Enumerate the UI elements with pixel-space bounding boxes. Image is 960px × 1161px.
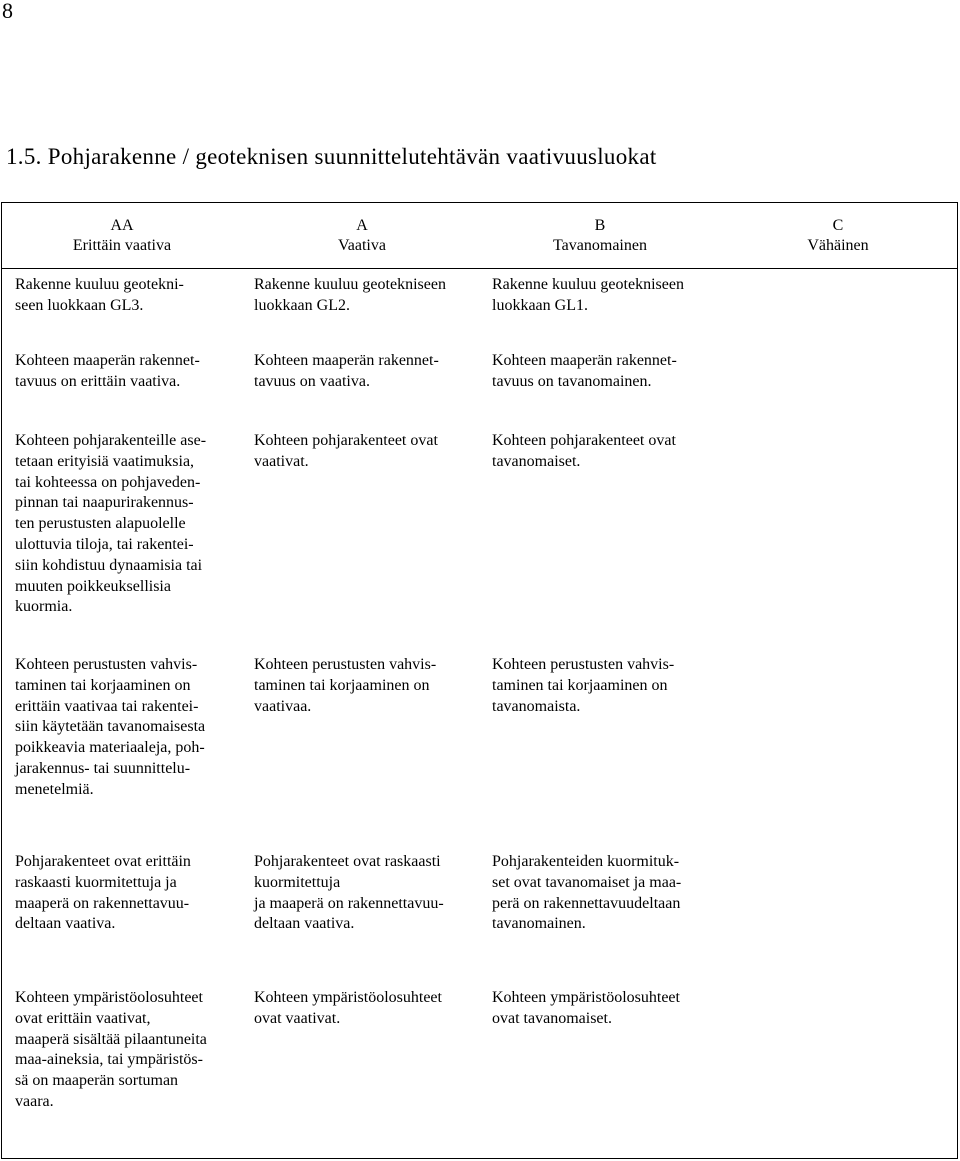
table-cell-a: Kohteen perustusten vahvis- taminen tai korjaaminen on vaativaa. — [254, 656, 437, 715]
column-code: A — [356, 217, 368, 234]
column-code: C — [832, 217, 844, 234]
column-label: Tavanomainen — [553, 237, 647, 254]
table-cell-b: Kohteen perustusten vahvis- taminen tai korjaaminen on tavanomaista. — [492, 656, 675, 715]
classification-table — [1, 202, 958, 1159]
table-cell-a: Rakenne kuuluu geotekniseen luokkaan GL2. — [254, 276, 446, 314]
column-code: B — [594, 217, 606, 234]
column-header-c — [718, 216, 958, 256]
table-cell-a: Kohteen ympäristöolosuhteet ovat vaativat. — [254, 989, 442, 1027]
table-cell-aa: Kohteen maaperän rakennet- tavuus on erittäin vaativa. — [15, 352, 200, 390]
table-cell-a: Pohjarakenteet ovat raskaasti kuormitettuja ja maaperä on rakennettavuu- deltaan vaativa. — [254, 853, 444, 933]
section-title: 1.5. Pohjarakenne / geoteknisen suunnittelutehtävän vaativuusluokat — [6, 144, 657, 169]
column-header-b — [480, 216, 720, 256]
table-cell-aa: Rakenne kuuluu geotekni- seen luokkaan GL3. — [15, 276, 184, 314]
table-cell-aa: Kohteen perustusten vahvis- taminen tai korjaaminen on erittäin vaativaa tai rakentei- siin käytetään tavanomaisesta poikkeavia materiaaleja, poh- jarakennus- tai suunnittelu- menetelmiä. — [15, 656, 206, 798]
table-cell-aa: Pohjarakenteet ovat erittäin raskaasti kuormitettuja ja maaperä on rakennettavuu- deltaan vaativa. — [15, 853, 191, 933]
table-cell-aa: Kohteen ympäristöolosuhteet ovat erittäin vaativat, maaperä sisältää pilaantuneita maa-aineksia, tai ympäristös- sä on maaperän sortuman vaara. — [15, 989, 207, 1110]
table-cell-b: Rakenne kuuluu geotekniseen luokkaan GL1. — [492, 276, 684, 314]
table-header-row — [2, 203, 957, 269]
table-cell-b: Pohjarakenteiden kuormituk- set ovat tavanomaiset ja maa- perä on rakennettavuudeltaan tavanomainen. — [492, 853, 682, 933]
column-header-aa — [2, 216, 242, 256]
column-label: Vaativa — [338, 237, 386, 254]
column-label: Vähäinen — [807, 237, 869, 254]
column-code: AA — [110, 217, 134, 234]
table-cell-b: Kohteen maaperän rakennet- tavuus on tavanomainen. — [492, 352, 677, 390]
column-label: Erittäin vaativa — [72, 237, 172, 254]
table-cell-aa: Kohteen pohjarakenteille ase- tetaan erityisiä vaatimuksia, tai kohteessa on pohjaveden- pinnan tai naapurirakennus- ten perustusten alapuolelle ulottuvia tiloja, tai rakentei- siin kohdistuu dynaamisia tai muuten poikkeuksellisia kuormia. — [15, 432, 207, 616]
table-cell-a: Kohteen maaperän rakennet- tavuus on vaativa. — [254, 352, 439, 390]
column-header-a — [242, 216, 482, 256]
table-cell-a: Kohteen pohjarakenteet ovat vaativat. — [254, 432, 438, 470]
table-cell-b: Kohteen pohjarakenteet ovat tavanomaiset. — [492, 432, 676, 470]
table-cell-b: Kohteen ympäristöolosuhteet ovat tavanomaiset. — [492, 989, 680, 1027]
page-number: 8 — [2, 0, 13, 23]
